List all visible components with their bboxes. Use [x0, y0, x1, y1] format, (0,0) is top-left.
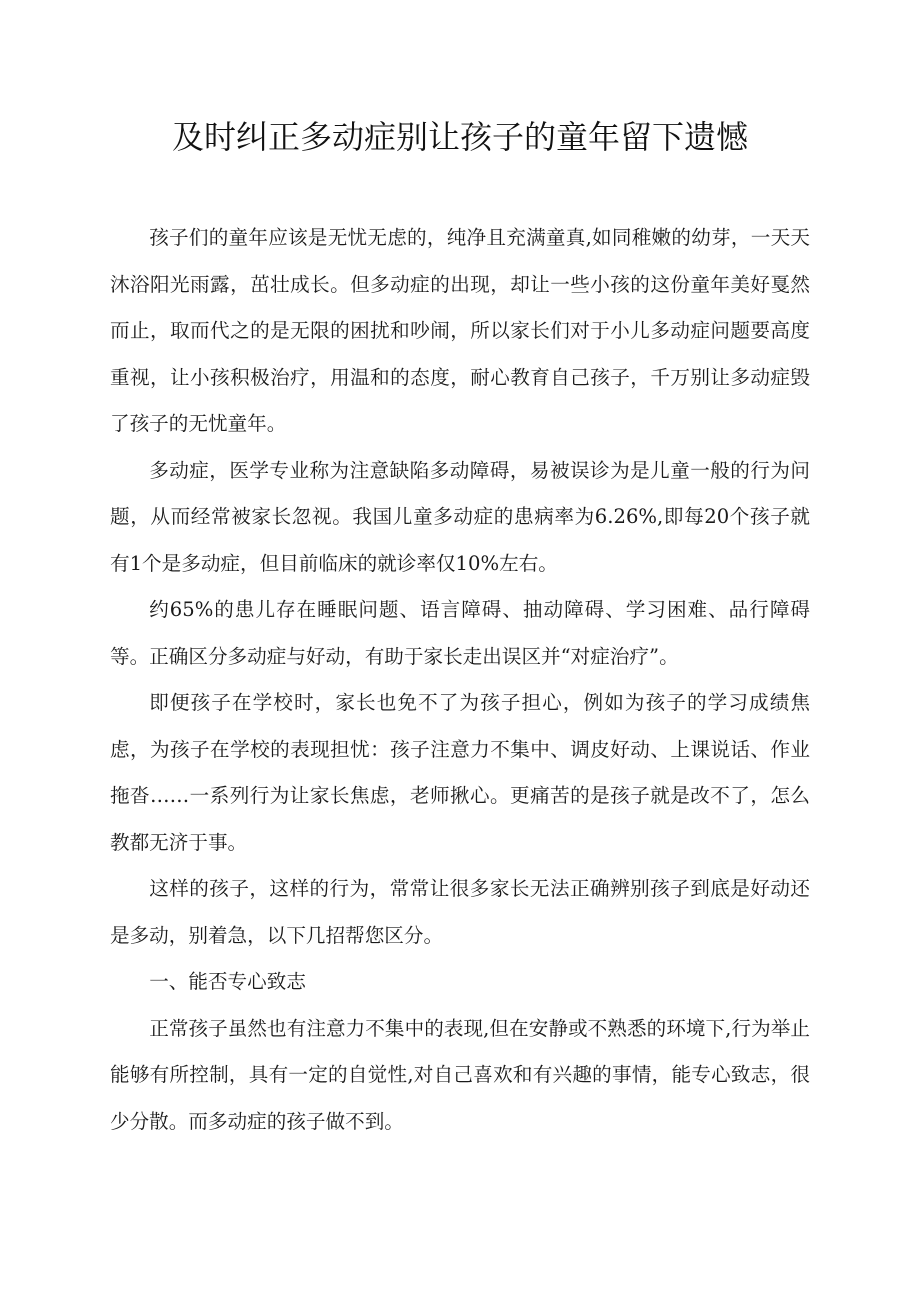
section-heading-focus: 一、能否专心致志 — [149, 970, 306, 993]
paragraph-comorbidity: 约65%的患儿存在睡眠问题、语言障碍、抽动障碍、学习困难、品行障碍等。正确区分多动症与好动，有助于家长走出误区并“对症治疗”。 — [110, 598, 810, 668]
document-body — [110, 215, 810, 1145]
paragraph-school-worries: 即便孩子在学校时，家长也免不了为孩子担心，例如为孩子的学习成绩焦虑，为孩子在学校的表现担忧：孩子注意力不集中、调皮好动、上课说话、作业拖沓……一系列行为让家长焦虑，老师揪心。更痛苦的是孩子就是改不了，怎么教都无济于事。 — [110, 691, 810, 854]
paragraph-intro: 孩子们的童年应该是无忧无虑的，纯净且充满童真,如同稚嫩的幼芽，一天天沐浴阳光雨露，茁壮成长。但多动症的出现，却让一些小孩的这份童年美好戛然而止，取而代之的是无限的困扰和吵闹，所以家长们对于小儿多动症问题要高度重视，让小孩积极治疗，用温和的态度，耐心教育自己孩子，千万别让多动症毁了孩子的无忧童年。 — [110, 226, 810, 435]
paragraph-definition: 多动症，医学专业称为注意缺陷多动障碍，易被误诊为是儿童一般的行为问题，从而经常被家长忽视。我国儿童多动症的患病率为6.26%,即每20个孩子就有1个是多动症，但目前临床的就诊率仅10%左右。 — [110, 458, 810, 575]
paragraph-distinguish: 这样的孩子，这样的行为，常常让很多家长无法正确辨别孩子到底是好动还是多动，别着急，以下几招帮您区分。 — [110, 877, 810, 947]
paragraph-focus: 正常孩子虽然也有注意力不集中的表现,但在安静或不熟悉的环境下,行为举止能够有所控制，具有一定的自觉性,对自己喜欢和有兴趣的事情，能专心致志，很少分散。而多动症的孩子做不到。 — [110, 1016, 810, 1133]
document-title: 及时纠正多动症别让孩子的童年留下遗憾 — [171, 118, 748, 156]
